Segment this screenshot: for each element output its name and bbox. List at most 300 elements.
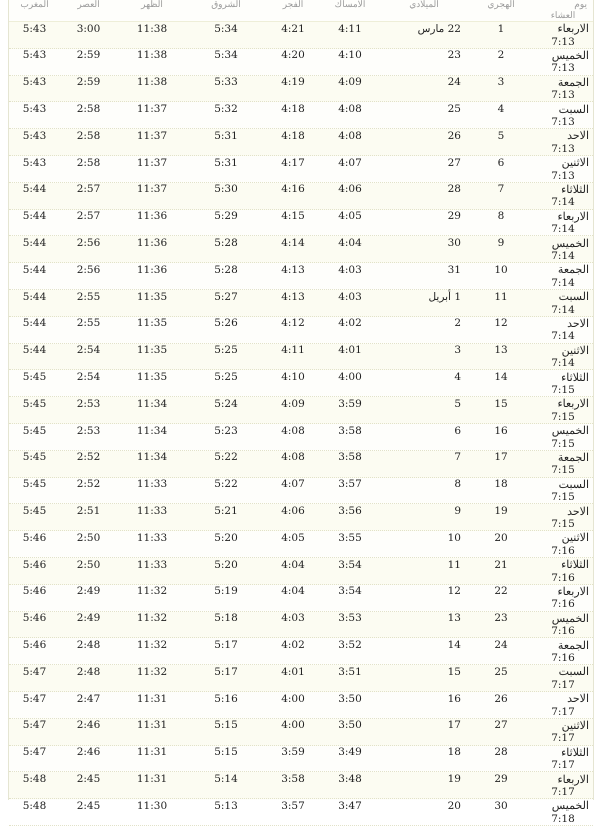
cell-maghrib: 5:43: [22, 103, 47, 116]
cell-hijri: 6: [497, 156, 505, 169]
cell-imsak: 4:07: [338, 156, 362, 169]
cell-dhuhr: 11:35: [136, 317, 168, 330]
cell-fajr: 4:00: [281, 719, 305, 732]
cell-hijri: 2: [497, 49, 505, 62]
cell-maghrib: 5:47: [22, 719, 47, 732]
cell-gregorian: 25: [447, 103, 461, 116]
cell-dhuhr: 11:38: [136, 22, 168, 35]
cell-fajr: 4:20: [281, 49, 305, 62]
table-row: [9, 102, 593, 129]
table-row: [9, 22, 593, 49]
table-row: [9, 558, 593, 585]
table-row: [9, 76, 593, 103]
table-row: [9, 719, 593, 746]
cell-isha: 7:14: [551, 330, 575, 343]
cell-isha: 7:17: [551, 759, 575, 772]
table-row: [9, 263, 593, 290]
cell-dhuhr: 11:37: [136, 103, 168, 116]
cell-hijri: 11: [494, 290, 508, 303]
cell-sunrise: 5:31: [214, 156, 238, 169]
header-sunrise: الشروق: [211, 0, 241, 11]
cell-isha: 7:17: [551, 785, 575, 798]
cell-imsak: 4:00: [338, 371, 362, 384]
cell-day: الاحد: [567, 316, 589, 330]
cell-imsak: 3:51: [338, 665, 362, 678]
cell-gregorian: 28: [447, 183, 461, 196]
cell-sunrise: 5:28: [214, 263, 238, 276]
table-row: [9, 317, 593, 344]
table-row: [9, 210, 593, 237]
cell-dhuhr: 11:37: [136, 156, 168, 169]
cell-dhuhr: 11:31: [136, 746, 168, 759]
cell-sunrise: 5:24: [214, 397, 238, 410]
cell-imsak: 4:03: [338, 290, 362, 303]
cell-isha: 7:17: [551, 705, 575, 718]
cell-day: السبت: [558, 102, 589, 116]
cell-sunrise: 5:22: [214, 451, 238, 464]
table-row: [9, 531, 593, 558]
cell-imsak: 3:52: [338, 639, 362, 652]
table-body: [9, 22, 593, 826]
table-row: [9, 585, 593, 612]
cell-gregorian: 26: [447, 129, 461, 142]
cell-asr: 2:55: [76, 290, 101, 303]
cell-dhuhr: 11:33: [136, 505, 168, 518]
cell-gregorian: 17: [447, 719, 461, 732]
cell-dhuhr: 11:33: [136, 558, 168, 571]
cell-dhuhr: 11:32: [136, 612, 168, 625]
cell-gregorian: 7: [454, 451, 461, 464]
cell-gregorian: 29: [447, 210, 461, 223]
cell-hijri: 8: [497, 210, 505, 223]
cell-dhuhr: 11:37: [136, 129, 168, 142]
cell-day: الاربعاء: [557, 772, 589, 786]
cell-isha: 7:13: [551, 142, 575, 155]
cell-dhuhr: 11:32: [136, 639, 168, 652]
cell-asr: 2:53: [76, 424, 101, 437]
cell-imsak: 4:08: [338, 129, 362, 142]
cell-sunrise: 5:16: [214, 692, 238, 705]
table-row: [9, 129, 593, 156]
cell-fajr: 4:14: [281, 237, 305, 250]
cell-day: السبت: [558, 290, 589, 304]
cell-day: الخميس: [551, 424, 589, 438]
cell-day: الاحد: [567, 129, 589, 143]
cell-sunrise: 5:32: [214, 103, 238, 116]
cell-hijri: 28: [494, 746, 508, 759]
cell-day: الثلاثاء: [561, 745, 589, 759]
header-day: يوم: [574, 0, 587, 11]
cell-hijri: 7: [497, 183, 505, 196]
cell-imsak: 4:09: [338, 76, 362, 89]
cell-maghrib: 5:46: [22, 585, 47, 598]
cell-maghrib: 5:43: [22, 49, 47, 62]
cell-hijri: 18: [494, 478, 508, 491]
cell-imsak: 4:11: [338, 22, 362, 35]
cell-isha: 7:14: [551, 196, 575, 209]
cell-gregorian: 22 مارس: [417, 22, 461, 35]
cell-dhuhr: 11:38: [136, 76, 168, 89]
cell-isha: 7:13: [551, 35, 575, 48]
header-asr: العصر: [77, 0, 100, 11]
cell-fajr: 3:57: [281, 799, 305, 812]
cell-isha: 7:16: [551, 625, 575, 638]
cell-day: الاحد: [567, 692, 589, 706]
cell-asr: 3:00: [76, 22, 101, 35]
cell-day: الجمعة: [557, 450, 589, 464]
cell-gregorian: 6: [454, 424, 461, 437]
cell-asr: 2:56: [76, 237, 101, 250]
cell-day: الاحد: [567, 504, 589, 518]
cell-fajr: 4:04: [281, 558, 305, 571]
cell-fajr: 4:13: [281, 290, 305, 303]
header-fajr: الفجر: [282, 0, 304, 11]
cell-hijri: 10: [494, 263, 508, 276]
cell-dhuhr: 11:37: [136, 183, 168, 196]
cell-maghrib: 5:48: [22, 799, 47, 812]
cell-isha: 7:15: [551, 383, 575, 396]
cell-day: الخميس: [551, 799, 589, 813]
cell-isha: 7:17: [551, 678, 575, 691]
cell-hijri: 25: [494, 665, 508, 678]
cell-day: الخميس: [551, 48, 589, 62]
cell-imsak: 3:58: [338, 451, 362, 464]
cell-maghrib: 5:43: [22, 22, 47, 35]
table-row: [9, 156, 593, 183]
cell-maghrib: 5:47: [22, 746, 47, 759]
cell-hijri: 16: [494, 424, 508, 437]
cell-sunrise: 5:22: [214, 478, 238, 491]
cell-sunrise: 5:27: [214, 290, 238, 303]
cell-sunrise: 5:14: [214, 773, 238, 785]
cell-dhuhr: 11:34: [136, 451, 168, 464]
cell-hijri: 9: [497, 237, 505, 250]
cell-isha: 7:13: [551, 62, 575, 75]
cell-day: الاربعاء: [557, 397, 589, 411]
cell-isha: 7:15: [551, 517, 575, 530]
cell-maghrib: 5:44: [22, 317, 47, 330]
cell-imsak: 4:06: [338, 183, 362, 196]
cell-hijri: 15: [494, 397, 508, 410]
cell-maghrib: 5:48: [22, 773, 47, 785]
cell-sunrise: 5:19: [214, 585, 238, 598]
cell-maghrib: 5:46: [22, 558, 47, 571]
table-row: [9, 290, 593, 317]
cell-sunrise: 5:15: [214, 746, 238, 759]
cell-asr: 2:52: [76, 478, 101, 491]
cell-dhuhr: 11:36: [136, 263, 168, 276]
cell-hijri: 17: [494, 451, 508, 464]
cell-isha: 7:14: [551, 249, 575, 262]
cell-gregorian: 5: [454, 397, 461, 410]
cell-asr: 2:46: [76, 719, 101, 732]
cell-maghrib: 5:45: [22, 505, 47, 518]
cell-gregorian: 23: [447, 49, 461, 62]
cell-isha: 7:13: [551, 115, 575, 128]
cell-asr: 2:58: [76, 156, 101, 169]
cell-gregorian: 3: [454, 344, 461, 357]
cell-dhuhr: 11:31: [136, 773, 168, 785]
cell-asr: 2:50: [76, 558, 101, 571]
cell-dhuhr: 11:36: [136, 210, 168, 223]
cell-hijri: 21: [494, 558, 508, 571]
cell-fajr: 4:18: [281, 129, 305, 142]
cell-isha: 7:16: [551, 651, 575, 664]
cell-day: الاربعاء: [557, 22, 589, 36]
cell-fajr: 4:08: [281, 451, 305, 464]
cell-fajr: 4:05: [281, 531, 305, 544]
cell-sunrise: 5:15: [214, 719, 238, 732]
cell-hijri: 4: [497, 103, 505, 116]
cell-imsak: 4:02: [338, 317, 362, 330]
cell-sunrise: 5:30: [214, 183, 238, 196]
cell-day: الاثنين: [561, 531, 589, 545]
cell-isha: 7:13: [551, 89, 575, 102]
cell-imsak: 3:59: [338, 397, 362, 410]
cell-gregorian: 1 أبريل: [428, 290, 461, 303]
cell-asr: 2:45: [76, 773, 101, 785]
cell-maghrib: 5:44: [22, 263, 47, 276]
cell-sunrise: 5:25: [214, 371, 238, 384]
cell-asr: 2:57: [76, 210, 101, 223]
cell-asr: 2:59: [76, 49, 101, 62]
cell-isha: 7:16: [551, 598, 575, 611]
cell-gregorian: 9: [454, 505, 461, 518]
cell-gregorian: 2: [454, 317, 461, 330]
cell-gregorian: 8: [454, 478, 461, 491]
cell-isha: 7:16: [551, 544, 575, 557]
cell-maghrib: 5:45: [22, 397, 47, 410]
cell-gregorian: 13: [447, 612, 461, 625]
cell-gregorian: 24: [447, 76, 461, 89]
cell-dhuhr: 11:32: [136, 585, 168, 598]
cell-imsak: 4:10: [338, 49, 362, 62]
table-header-row: [9, 0, 593, 22]
cell-isha: 7:17: [551, 732, 575, 745]
table-row: [9, 692, 593, 719]
cell-hijri: 24: [494, 639, 508, 652]
cell-gregorian: 11: [447, 558, 461, 571]
cell-maghrib: 5:43: [22, 76, 47, 89]
cell-asr: 2:47: [76, 692, 101, 705]
cell-day: الجمعة: [557, 75, 589, 89]
cell-day: الجمعة: [557, 638, 589, 652]
cell-sunrise: 5:17: [214, 639, 238, 652]
cell-sunrise: 5:20: [214, 531, 238, 544]
cell-asr: 2:52: [76, 451, 101, 464]
table-row: [9, 612, 593, 639]
cell-asr: 2:58: [76, 103, 101, 116]
table-row: [9, 665, 593, 692]
cell-dhuhr: 11:35: [136, 290, 168, 303]
table-row: [9, 638, 593, 665]
cell-asr: 2:56: [76, 263, 101, 276]
cell-fajr: 4:09: [281, 397, 305, 410]
cell-sunrise: 5:21: [214, 505, 238, 518]
cell-dhuhr: 11:34: [136, 397, 168, 410]
cell-dhuhr: 11:31: [136, 719, 168, 732]
cell-sunrise: 5:18: [214, 612, 238, 625]
cell-imsak: 3:48: [338, 773, 362, 785]
cell-sunrise: 5:34: [214, 22, 238, 35]
cell-asr: 2:45: [76, 799, 101, 812]
cell-gregorian: 19: [447, 773, 461, 785]
cell-imsak: 4:05: [338, 210, 362, 223]
cell-sunrise: 5:34: [214, 49, 238, 62]
cell-imsak: 3:53: [338, 612, 362, 625]
cell-fajr: 4:13: [281, 263, 305, 276]
cell-gregorian: 15: [447, 665, 461, 678]
cell-asr: 2:57: [76, 183, 101, 196]
cell-imsak: 4:03: [338, 263, 362, 276]
cell-isha: 7:13: [551, 169, 575, 182]
cell-gregorian: 12: [447, 585, 461, 598]
table-row: [9, 370, 593, 397]
cell-sunrise: 5:29: [214, 210, 238, 223]
cell-dhuhr: 11:30: [136, 799, 168, 812]
cell-fajr: 4:10: [281, 371, 305, 384]
cell-fajr: 3:59: [281, 746, 305, 759]
cell-gregorian: 16: [447, 692, 461, 705]
cell-asr: 2:46: [76, 746, 101, 759]
cell-gregorian: 14: [447, 639, 461, 652]
table-row: [9, 344, 593, 371]
cell-dhuhr: 11:35: [136, 344, 168, 357]
cell-hijri: 22: [494, 585, 508, 598]
cell-maghrib: 5:43: [22, 129, 47, 142]
cell-fajr: 4:19: [281, 76, 305, 89]
table-row: [9, 49, 593, 76]
cell-fajr: 4:02: [281, 639, 305, 652]
cell-sunrise: 5:31: [214, 129, 238, 142]
cell-maghrib: 5:46: [22, 639, 47, 652]
cell-fajr: 4:18: [281, 103, 305, 116]
cell-hijri: 12: [494, 317, 508, 330]
cell-maghrib: 5:46: [22, 531, 47, 544]
cell-asr: 2:48: [76, 665, 101, 678]
cell-maghrib: 5:45: [22, 451, 47, 464]
cell-asr: 2:51: [76, 505, 101, 518]
cell-dhuhr: 11:34: [136, 424, 168, 437]
header-maghrib: المغرب: [20, 0, 49, 11]
table-row: [9, 772, 593, 799]
cell-maghrib: 5:43: [22, 156, 47, 169]
cell-asr: 2:49: [76, 612, 101, 625]
cell-imsak: 3:50: [338, 719, 362, 732]
cell-maghrib: 5:46: [22, 612, 47, 625]
cell-maghrib: 5:45: [22, 424, 47, 437]
header-imsak: الامساك: [334, 0, 366, 11]
cell-fajr: 4:11: [281, 344, 305, 357]
table-row: [9, 799, 593, 826]
cell-imsak: 3:55: [338, 531, 362, 544]
cell-hijri: 3: [497, 76, 505, 89]
cell-hijri: 30: [494, 799, 508, 812]
cell-day: الثلاثاء: [561, 370, 589, 384]
cell-maghrib: 5:47: [22, 665, 47, 678]
cell-isha: 7:15: [551, 437, 575, 450]
cell-imsak: 3:47: [338, 799, 362, 812]
cell-hijri: 19: [494, 505, 508, 518]
cell-isha: 7:15: [551, 410, 575, 423]
cell-day: الاثنين: [561, 156, 589, 170]
cell-asr: 2:53: [76, 397, 101, 410]
table-row: [9, 397, 593, 424]
table-row: [9, 424, 593, 451]
cell-fajr: 4:12: [281, 317, 305, 330]
cell-dhuhr: 11:36: [136, 237, 168, 250]
cell-gregorian: 20: [447, 799, 461, 812]
cell-isha: 7:14: [551, 303, 575, 316]
cell-sunrise: 5:23: [214, 424, 238, 437]
cell-fajr: 4:01: [281, 665, 305, 678]
cell-asr: 2:59: [76, 76, 101, 89]
cell-hijri: 29: [494, 773, 508, 785]
cell-maghrib: 5:44: [22, 183, 47, 196]
cell-maghrib: 5:44: [22, 210, 47, 223]
cell-maghrib: 5:45: [22, 371, 47, 384]
cell-maghrib: 5:44: [22, 290, 47, 303]
cell-gregorian: 4: [454, 371, 461, 384]
table-row: [9, 478, 593, 505]
cell-day: الخميس: [551, 611, 589, 625]
cell-fajr: 4:00: [281, 692, 305, 705]
cell-sunrise: 5:13: [214, 799, 238, 812]
cell-asr: 2:49: [76, 585, 101, 598]
table-row: [9, 183, 593, 210]
table-row: [9, 504, 593, 531]
cell-fajr: 4:08: [281, 424, 305, 437]
cell-sunrise: 5:25: [214, 344, 238, 357]
cell-isha: 7:14: [551, 357, 575, 370]
cell-hijri: 1: [497, 22, 505, 35]
cell-gregorian: 10: [447, 531, 461, 544]
cell-isha: 7:15: [551, 491, 575, 504]
cell-dhuhr: 11:38: [136, 49, 168, 62]
cell-maghrib: 5:44: [22, 237, 47, 250]
cell-isha: 7:14: [551, 276, 575, 289]
cell-day: الاثنين: [561, 343, 589, 357]
cell-fajr: 4:15: [281, 210, 305, 223]
cell-sunrise: 5:26: [214, 317, 238, 330]
cell-maghrib: 5:44: [22, 344, 47, 357]
table-row: [9, 236, 593, 263]
cell-day: الاربعاء: [557, 209, 589, 223]
cell-day: الجمعة: [557, 263, 589, 277]
header-gregorian: الميلادي: [409, 0, 439, 11]
cell-asr: 2:55: [76, 317, 101, 330]
cell-maghrib: 5:47: [22, 692, 47, 705]
cell-imsak: 3:49: [338, 746, 362, 759]
cell-dhuhr: 11:33: [136, 478, 168, 491]
cell-fajr: 4:06: [281, 505, 305, 518]
cell-hijri: 26: [494, 692, 508, 705]
header-dhuhr: الظهر: [141, 0, 163, 11]
cell-imsak: 3:56: [338, 505, 362, 518]
cell-imsak: 3:54: [338, 585, 362, 598]
cell-hijri: 13: [494, 344, 508, 357]
cell-imsak: 4:04: [338, 237, 362, 250]
cell-day: الثلاثاء: [561, 558, 589, 572]
cell-fajr: 4:16: [281, 183, 305, 196]
cell-dhuhr: 11:31: [136, 692, 168, 705]
cell-fajr: 4:07: [281, 478, 305, 491]
cell-imsak: 4:08: [338, 103, 362, 116]
cell-asr: 2:58: [76, 129, 101, 142]
cell-imsak: 3:58: [338, 424, 362, 437]
cell-dhuhr: 11:32: [136, 665, 168, 678]
cell-asr: 2:54: [76, 371, 101, 384]
